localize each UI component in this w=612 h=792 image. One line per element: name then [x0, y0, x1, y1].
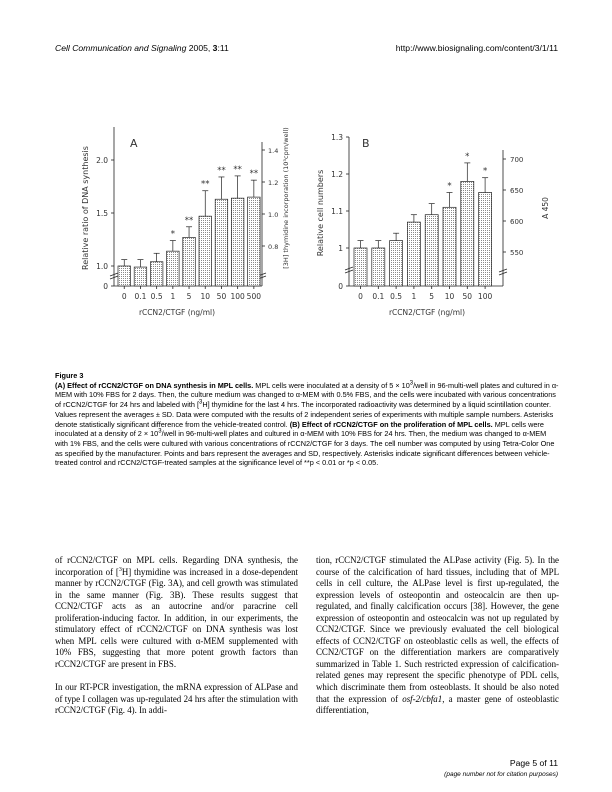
x-tick-label: 5 — [186, 292, 192, 301]
panel-a-y2-tick-label: 1.4 — [268, 147, 279, 155]
caption-text-a-1: MPL cells were inoculated at a density of 5 × 10 — [253, 380, 410, 390]
body-column-right — [316, 555, 559, 728]
paragraph — [55, 555, 298, 670]
panel-a-y-tick-label: 0 — [103, 282, 108, 291]
x-tick-label: 0.5 — [150, 292, 163, 301]
panel-a-ylabel: Relative ratio of DNA synthesis — [81, 146, 90, 270]
caption-text-a-3: H] thymidine for the last 4 hrs. The incorporated radioactivity was determined by a liquid scintillation counter. Values represent the averages ± SD. Data were computed with the results of 2 independent series of experiments with multiple sample numbers. Asterisks denote statistically significant difference from the vehicle-treated control. — [55, 400, 554, 429]
left-p1-sup: 3 — [118, 566, 122, 573]
panel-b-xlabel: rCCN2/CTGF (ng/ml) — [388, 308, 466, 317]
x-tick-label: 0.5 — [390, 292, 403, 301]
panel-a-y-tick-label: 1.5 — [96, 209, 108, 218]
x-tick-label: 100 — [230, 292, 245, 301]
bar — [248, 197, 261, 286]
x-tick-label: 1 — [170, 292, 176, 301]
x-tick-label: 100 — [477, 292, 493, 301]
significance-marker: ** — [249, 169, 259, 180]
x-tick-label: 0.1 — [372, 292, 385, 301]
caption-sup-a2: 3 — [198, 399, 203, 406]
panel-a-y2-tick-label: 0.8 — [268, 243, 279, 251]
journal-volume: 3 — [212, 43, 218, 53]
figure-3 — [55, 100, 559, 390]
paragraph — [316, 555, 559, 717]
significance-marker: ** — [233, 164, 242, 175]
caption-title-a: (A) Effect of rCCN2/CTGF on DNA synthesis in MPL cells. — [55, 380, 254, 390]
journal-name: Cell Communication and Signaling — [55, 43, 187, 53]
panel-a-y2-tick-label: 1.0 — [268, 211, 279, 219]
caption-text-b-2: /well in 96-multi-well plates and cultured in α-MEM with 10% FBS for 24 hrs. Then, the medium was changed to α-MEM with 1% FBS, and the cells were cultured with various concentrations of rCCN2/CTGF for 3 days. The cell number was computed by using Tetra-Color One as specified by the manufacturer. Points and bars represent the averages and SD, respectively. Asterisks indicate significant differences between vehicle-treated control and rCCN2/CTGF-treated samples at the significance level of **p < 0.01 or *p < 0.05. — [55, 429, 555, 468]
panel-b-y-tick-label: 1.3 — [331, 133, 343, 142]
x-tick-label: 50 — [462, 292, 473, 301]
figure-label: Figure 3 — [55, 371, 84, 380]
x-tick-label: 10 — [444, 292, 455, 301]
x-tick-label: 5 — [429, 292, 435, 301]
x-tick-label: 1 — [411, 292, 417, 301]
journal-year: 2005, — [188, 43, 213, 53]
paragraph: In our RT-PCR investigation, the mRNA expression of ALPase and of type I collagen was up-regulated 24 hrs after the stimulation with rCCN2/CTGF (Fig. 4). In addi- — [55, 681, 298, 716]
significance-marker: ** — [217, 165, 226, 176]
x-tick-label: 0 — [358, 292, 363, 301]
significance-marker: * — [447, 181, 452, 192]
x-tick-label: 500 — [246, 292, 262, 301]
x-tick-label: 0 — [121, 292, 127, 301]
panel-b-y-tick-label: 1.1 — [331, 207, 343, 216]
page-note: (page number not for citation purposes) — [444, 771, 558, 778]
panel-b-label: B — [362, 137, 370, 150]
panel-b-y2-tick-label: 550 — [510, 249, 524, 257]
panel-b-y2-tick-label: 600 — [510, 218, 524, 226]
bar — [183, 237, 196, 286]
bar — [167, 251, 180, 286]
x-tick-label: 50 — [216, 292, 227, 301]
bar — [199, 216, 212, 286]
bar — [390, 241, 403, 286]
journal-pages: :11 — [217, 43, 229, 53]
panel-a-y2-tick-label: 1.2 — [268, 179, 279, 187]
bar — [118, 266, 131, 286]
significance-marker: * — [482, 166, 488, 177]
caption-text-b-1: MPL cells were inoculated at a density of 2 × 10 — [55, 419, 544, 439]
gene-name: osf-2/cbfa1 — [402, 693, 443, 704]
left-p1-b: H] thymidine was increased in a dose-dependent manner by rCCN2/CTGF (Fig. 3A), and cell growth was stimulated in the same manner (Fig. 3B). These results suggest that CCN2/CTGF acts as an autocrine and/or paracrine cell proliferation-inducing factor. In addition, in our experiments, the stimulatory effect of rCCN2/CTGF on DNA synthesis was lost when MPL cells were cultured with α-MEM supplemented with 10% FBS, suggesting that more potent growth factors than rCCN2/CTGF are present in FBS. — [55, 566, 298, 669]
significance-marker: * — [465, 151, 470, 162]
x-tick-label: 0.1 — [134, 292, 147, 301]
panel-a-y-tick-label: 2.0 — [96, 156, 108, 165]
caption-title-b: (B) Effect of rCCN2/CTGF on the proliferation of MPL cells. — [289, 419, 493, 429]
x-tick-label: 10 — [200, 292, 211, 301]
right-p1-a: tion, rCCN2/CTGF stimulated the ALPase activity (Fig. 5). In the course of the calcification of hard tissues, including that of MPL cells in cell culture, the ALPase level is first up-regulated, the expression levels of osteopontin and osteocalcin are then up-regulated, and finally calcification occurs [38]. However, the gene expression of osteopontin and osteocalcin was not up regulated by CCN2/CTGF. Since we previously evaluated the cell biological effects of CCN2/CTGF on osteoblastic cells as well, the effects of CCN2/CTGF on the differentiation markers are comparatively summarized in Table 1. Such restricted expression of calcification-related genes may represent the specific phenotype of PDL cells, which discriminate them from osteoblasts. It should be also noted that the expression of — [316, 555, 559, 704]
panel-a-y2label: [3H] thymidine incorporation (10³cpm/well) — [282, 127, 290, 269]
panel-b-y-tick-label: 1.2 — [331, 170, 343, 179]
page-number: Page 5 of 11 — [509, 758, 558, 768]
figure-3-charts — [55, 100, 559, 370]
figure-caption — [55, 371, 559, 468]
caption-text-a-2: /well in 96-multi-well plates and cultured in α-MEM with 10% FBS for 2 days. Then, the culture medium was changed to α-MEM with 0.5% FBS, and the cells were incubated with various concentrations of rCCN2/CTGF for 24 hrs and labeled with [ — [55, 380, 559, 410]
right-p1-b: , a master gene of osteoblastic differentiation, — [316, 693, 559, 716]
caption-sup-b: 3 — [158, 428, 162, 435]
panel-b-ylabel: Relative cell numbers — [316, 169, 325, 257]
panel-a-y-tick-label: 1.0 — [96, 262, 108, 271]
bar — [231, 198, 244, 286]
bar — [134, 267, 147, 286]
panel-b-y-tick-label: 1 — [338, 244, 343, 253]
bar — [479, 193, 492, 287]
panel-b-y2label: A 450 — [541, 197, 550, 219]
panel-a-xlabel: rCCN2/CTGF (ng/ml) — [138, 308, 216, 317]
significance-marker: ** — [184, 215, 194, 226]
panel-b-y2-tick-label: 700 — [510, 156, 524, 164]
left-p1-a: of rCCN2/CTGF on MPL cells. Regarding DNA synthesis, the incorporation of [ — [55, 555, 298, 577]
running-header-url[interactable]: http://www.biosignaling.com/content/3/1/11 — [395, 43, 558, 53]
significance-marker: * — [170, 229, 175, 240]
body-column-left — [55, 555, 298, 728]
bar — [443, 207, 456, 286]
bar — [407, 222, 420, 286]
bar — [372, 248, 385, 286]
bar — [354, 248, 367, 286]
significance-marker: ** — [201, 179, 210, 190]
panel-a-label: A — [130, 137, 138, 150]
panel-b-y2-tick-label: 650 — [510, 187, 524, 195]
caption-sup-a: 3 — [409, 380, 414, 387]
running-header-citation — [55, 43, 229, 53]
bar — [461, 181, 474, 286]
panel-b-y-tick-label: 0 — [338, 282, 343, 291]
bar — [150, 262, 163, 286]
bar — [425, 215, 438, 286]
bar — [215, 199, 228, 286]
